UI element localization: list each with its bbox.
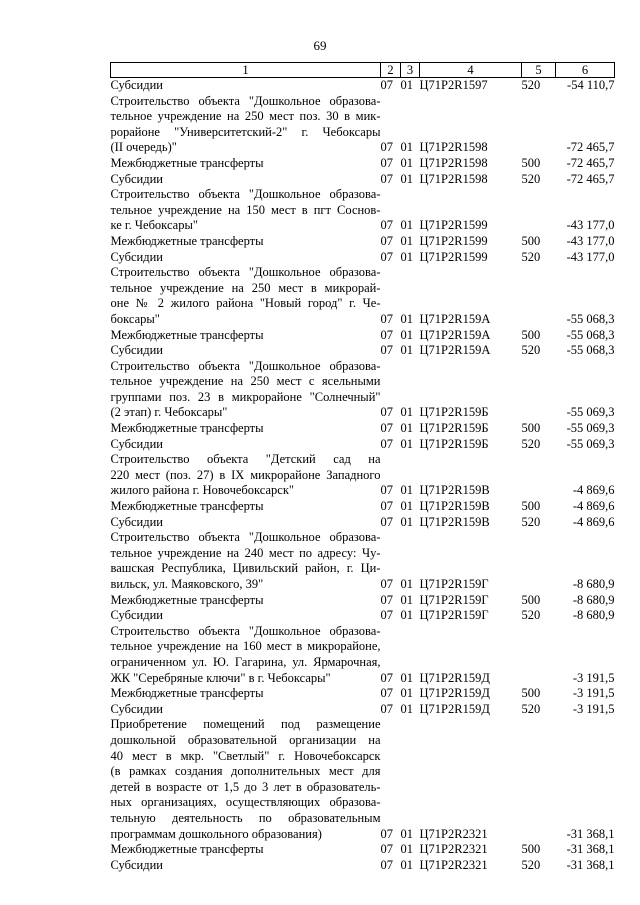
row-name-line: ных организациях, осуществляющих образова- (110, 795, 381, 810)
row-name (111, 593, 381, 609)
row-target-code: Ц71Р2R159А (419, 311, 491, 326)
row-subsection: 01 (400, 436, 413, 451)
table-row (111, 499, 615, 515)
row-expense-type (522, 187, 556, 234)
row-amount: -4 869,6 (572, 483, 615, 498)
row-subsection: 01 (400, 78, 413, 92)
row-expense-type: 520 (521, 343, 541, 358)
row-name (111, 437, 381, 453)
row-name-line: Межбюджетные трансферты (110, 233, 264, 248)
row-expense-type: 520 (521, 514, 541, 529)
row-subsection: 01 (400, 327, 413, 342)
row-name (111, 328, 381, 344)
row-expense-type (522, 452, 556, 499)
row-section: 07 (380, 78, 393, 92)
row-section: 07 (380, 155, 393, 170)
row-target-code: Ц71Р2R159Б (419, 436, 489, 451)
row-name (111, 717, 381, 842)
table-row (111, 530, 615, 592)
row-subsection: 01 (400, 405, 413, 420)
header-col-6: 6 (556, 63, 615, 78)
row-name-line: (в рамках создания дополнительных мест для (110, 764, 381, 779)
table-row (111, 250, 615, 266)
row-section: 07 (380, 608, 393, 623)
row-name-line: Субсидии (110, 78, 163, 92)
row-amount: -3 191,5 (572, 686, 615, 701)
row-name (111, 172, 381, 188)
row-section: 07 (380, 140, 393, 155)
table-row (111, 343, 615, 359)
row-expense-type: 500 (521, 686, 541, 701)
row-expense-type (522, 265, 556, 327)
row-target-code: Ц71Р2R159А (419, 327, 491, 342)
budget-table (110, 62, 615, 873)
row-name (111, 842, 381, 858)
row-name-line: Приобретение помещений под размещение (110, 717, 381, 732)
table-row (111, 608, 615, 624)
row-section: 07 (380, 701, 393, 716)
row-name-line: Субсидии (110, 857, 163, 872)
row-target-code: Ц71Р2R159Д (419, 686, 490, 701)
row-name-line: Строительство объекта "Дошкольное образова- (110, 265, 381, 280)
row-name-line: Межбюджетные трансферты (110, 686, 264, 701)
table-row (111, 515, 615, 531)
header-col-5: 5 (522, 63, 556, 78)
row-section: 07 (380, 327, 393, 342)
header-col-2: 2 (381, 63, 401, 78)
row-name (111, 265, 381, 327)
row-target-code: Ц71Р2R159Г (419, 592, 489, 607)
row-expense-type (522, 717, 556, 842)
row-target-code: Ц71Р2R1599 (419, 218, 488, 233)
row-subsection: 01 (400, 842, 413, 857)
row-expense-type: 520 (521, 249, 541, 264)
row-name-line: вильск, ул. Маяковского, 39" (110, 577, 264, 591)
row-expense-type: 500 (521, 327, 541, 342)
row-amount: -8 680,9 (572, 608, 615, 623)
table-row (111, 593, 615, 609)
row-target-code: Ц71Р2R1599 (419, 233, 488, 248)
table-row (111, 437, 615, 453)
row-name (111, 78, 381, 94)
row-name-line: программам дошкольного образования) (110, 826, 322, 841)
row-target-code: Ц71Р2R159Г (419, 577, 489, 591)
row-expense-type (522, 359, 556, 421)
row-name-line: тельное учреждение на 150 мест в пгт Соснов- (110, 202, 381, 217)
row-name-line: 40 мест в мкр. "Светлый" г. Новочебоксарск (110, 748, 381, 763)
row-subsection: 01 (400, 686, 413, 701)
row-name-line: тельное учреждение на 250 мест в микрорай- (110, 280, 381, 295)
row-target-code: Ц71Р2R2321 (419, 826, 488, 841)
row-section: 07 (380, 421, 393, 436)
row-subsection: 01 (400, 233, 413, 248)
row-section: 07 (380, 577, 393, 591)
row-name (111, 421, 381, 437)
table-row (111, 187, 615, 234)
table-row (111, 624, 615, 686)
row-subsection: 01 (400, 499, 413, 514)
row-name-line: Субсидии (110, 436, 163, 451)
row-amount: -4 869,6 (572, 514, 615, 529)
row-name (111, 452, 381, 499)
row-section: 07 (380, 405, 393, 420)
row-amount: -55 068,3 (566, 327, 615, 342)
row-name (111, 94, 381, 156)
row-name-line: Строительство объекта "Дошкольное образова- (110, 623, 381, 638)
row-subsection: 01 (400, 155, 413, 170)
table-row (111, 858, 615, 874)
row-name-line: 220 мест (поз. 27) в IX микрорайоне Западного (110, 467, 381, 482)
row-name-line: ке г. Чебоксары" (110, 218, 198, 233)
table-row (111, 156, 615, 172)
row-name (111, 234, 381, 250)
row-subsection: 01 (400, 171, 413, 186)
row-expense-type: 520 (521, 171, 541, 186)
row-amount: -31 368,1 (566, 857, 615, 872)
row-section: 07 (380, 686, 393, 701)
row-name (111, 499, 381, 515)
row-amount: -55 068,3 (566, 311, 615, 326)
row-target-code: Ц71Р2R159В (419, 499, 490, 514)
row-expense-type: 520 (521, 701, 541, 716)
table-row (111, 234, 615, 250)
row-target-code: Ц71Р2R159В (419, 483, 490, 498)
row-name-line: Межбюджетные трансферты (110, 421, 264, 436)
row-subsection: 01 (400, 592, 413, 607)
row-section: 07 (380, 343, 393, 358)
row-name (111, 343, 381, 359)
row-name-line: дошкольной образовательной организации на (110, 732, 381, 747)
row-section: 07 (380, 514, 393, 529)
row-amount: -31 368,1 (566, 826, 615, 841)
row-expense-type: 500 (521, 233, 541, 248)
row-name (111, 530, 381, 592)
row-name (111, 187, 381, 234)
table-row (111, 328, 615, 344)
row-expense-type: 500 (521, 499, 541, 514)
row-name (111, 624, 381, 686)
row-section: 07 (380, 499, 393, 514)
row-name-line: Межбюджетные трансферты (110, 592, 264, 607)
row-expense-type: 500 (521, 155, 541, 170)
row-name-line: Субсидии (110, 343, 163, 358)
row-section: 07 (380, 842, 393, 857)
row-name-line: Межбюджетные трансферты (110, 327, 264, 342)
row-name-line: тельное учреждение на 240 мест по адресу: Чу- (110, 545, 381, 560)
row-section: 07 (380, 483, 393, 498)
row-name-line: Субсидии (110, 171, 163, 186)
row-target-code: Ц71Р2R159Б (419, 405, 489, 420)
row-amount: -72 465,7 (566, 155, 615, 170)
row-section: 07 (380, 436, 393, 451)
row-name-line: Субсидии (110, 249, 163, 264)
row-name-line: тельное учреждение на 160 мест в микрорайоне, (110, 639, 381, 654)
row-name (111, 359, 381, 421)
table-row (111, 265, 615, 327)
header-col-4: 4 (420, 63, 522, 78)
row-target-code: Ц71Р2R159Б (419, 421, 489, 436)
row-subsection: 01 (400, 670, 413, 685)
table-row (111, 172, 615, 188)
row-name-line: (II очередь)" (110, 140, 177, 155)
row-subsection: 01 (400, 826, 413, 841)
row-expense-type: 500 (521, 842, 541, 857)
table-row (111, 78, 615, 94)
row-name-line: Строительство объекта "Дошкольное образова- (110, 530, 381, 545)
row-target-code: Ц71Р2R159А (419, 343, 491, 358)
row-target-code: Ц71Р2R2321 (419, 842, 488, 857)
row-target-code: Ц71Р2R1598 (419, 155, 488, 170)
row-target-code: Ц71Р2R159Г (419, 608, 489, 623)
row-target-code: Ц71Р2R1597 (419, 78, 488, 92)
row-section: 07 (380, 171, 393, 186)
header-col-3: 3 (401, 63, 420, 78)
row-amount: -55 069,3 (566, 405, 615, 420)
header-col-1: 1 (111, 63, 381, 78)
table-row (111, 702, 615, 718)
row-section: 07 (380, 311, 393, 326)
row-name-line: ограниченном ул. Ю. Гагарина, ул. Ярмарочная, (110, 654, 381, 669)
table-row (111, 94, 615, 156)
row-expense-type (522, 530, 556, 592)
row-name-line: жилого района г. Новочебоксарск" (110, 483, 295, 498)
row-name-line: Субсидии (110, 608, 163, 623)
row-amount: -31 368,1 (566, 842, 615, 857)
row-amount: -43 177,0 (566, 218, 615, 233)
table-row (111, 686, 615, 702)
row-amount: -43 177,0 (566, 233, 615, 248)
row-expense-type: 520 (521, 436, 541, 451)
row-subsection: 01 (400, 701, 413, 716)
row-amount: -55 069,3 (566, 436, 615, 451)
row-subsection: 01 (400, 608, 413, 623)
row-section: 07 (380, 233, 393, 248)
row-name-line: Строительство объекта "Дошкольное образова- (110, 187, 381, 202)
row-amount: -8 680,9 (572, 577, 615, 591)
row-expense-type (522, 624, 556, 686)
row-name-line: тельную деятельность по образовательным (110, 810, 381, 825)
row-target-code: Ц71Р2R1599 (419, 249, 488, 264)
row-amount: -55 068,3 (566, 343, 615, 358)
row-name (111, 250, 381, 266)
row-expense-type (522, 94, 556, 156)
table-row (111, 842, 615, 858)
table-header-row (111, 63, 615, 78)
row-section: 07 (380, 218, 393, 233)
row-name-line: вашская Республика, Цивильский район, г. Ци- (110, 561, 381, 576)
row-subsection: 01 (400, 421, 413, 436)
row-subsection: 01 (400, 483, 413, 498)
row-name (111, 515, 381, 531)
row-expense-type: 500 (521, 592, 541, 607)
row-section: 07 (380, 249, 393, 264)
row-expense-type: 520 (521, 78, 541, 92)
row-section: 07 (380, 826, 393, 841)
row-name-line: Межбюджетные трансферты (110, 499, 264, 514)
row-name-line: Строительство объекта "Дошкольное образова- (110, 358, 381, 373)
row-target-code: Ц71Р2R1598 (419, 171, 488, 186)
row-name-line: Субсидии (110, 514, 163, 529)
table-row (111, 359, 615, 421)
row-name-line: боксары" (110, 311, 160, 326)
row-amount: -3 191,5 (572, 670, 615, 685)
row-name (111, 686, 381, 702)
table-body (111, 78, 615, 874)
row-amount: -54 110,7 (567, 78, 615, 92)
row-name (111, 858, 381, 874)
table-row (111, 717, 615, 842)
row-name-line: Строительство объекта "Дошкольное образова- (110, 93, 381, 108)
row-name (111, 608, 381, 624)
row-target-code: Ц71Р2R159В (419, 514, 490, 529)
row-subsection: 01 (400, 140, 413, 155)
row-subsection: 01 (400, 857, 413, 872)
row-name-line: оне № 2 жилого района "Новый город" г. Че- (110, 296, 381, 311)
row-name-line: тельное учреждение на 250 мест с ясельными (110, 374, 381, 389)
row-section: 07 (380, 857, 393, 872)
row-target-code: Ц71Р2R159Д (419, 670, 490, 685)
row-name-line: (2 этап) г. Чебоксары" (110, 405, 228, 420)
row-target-code: Ц71Р2R2321 (419, 857, 488, 872)
row-name (111, 156, 381, 172)
row-name (111, 702, 381, 718)
row-expense-type: 520 (521, 608, 541, 623)
row-amount: -4 869,6 (572, 499, 615, 514)
row-amount: -72 465,7 (566, 171, 615, 186)
row-name-line: рорайоне "Университетский-2" г. Чебоксары (110, 124, 381, 139)
row-amount: -43 177,0 (566, 249, 615, 264)
row-name-line: ЖК "Серебряные ключи" в г. Чебоксары" (110, 670, 331, 685)
row-subsection: 01 (400, 343, 413, 358)
row-subsection: 01 (400, 311, 413, 326)
row-name-line: детей в возрасте от 1,5 до 3 лет в образователь- (110, 779, 381, 794)
table-row (111, 452, 615, 499)
row-section: 07 (380, 670, 393, 685)
row-name-line: тельное учреждение на 250 мест поз. 30 в мик- (110, 109, 381, 124)
row-name-line: Строительство объекта "Детский сад на (110, 452, 381, 467)
row-expense-type: 520 (521, 857, 541, 872)
row-subsection: 01 (400, 577, 413, 591)
row-subsection: 01 (400, 249, 413, 264)
row-name-line: Субсидии (110, 701, 163, 716)
row-amount: -8 680,9 (572, 592, 615, 607)
row-target-code: Ц71Р2R159Д (419, 701, 490, 716)
row-name-line: Межбюджетные трансферты (110, 155, 264, 170)
table-row (111, 421, 615, 437)
row-amount: -55 069,3 (566, 421, 615, 436)
row-section: 07 (380, 592, 393, 607)
row-name-line: группами поз. 23 в микрорайоне "Солнечный" (110, 389, 381, 404)
row-name-line: Межбюджетные трансферты (110, 842, 264, 857)
row-target-code: Ц71Р2R1598 (419, 140, 488, 155)
page-number: 69 (313, 38, 327, 53)
row-subsection: 01 (400, 514, 413, 529)
row-expense-type: 500 (521, 421, 541, 436)
row-subsection: 01 (400, 218, 413, 233)
row-amount: -3 191,5 (572, 701, 615, 716)
row-amount: -72 465,7 (566, 140, 615, 155)
